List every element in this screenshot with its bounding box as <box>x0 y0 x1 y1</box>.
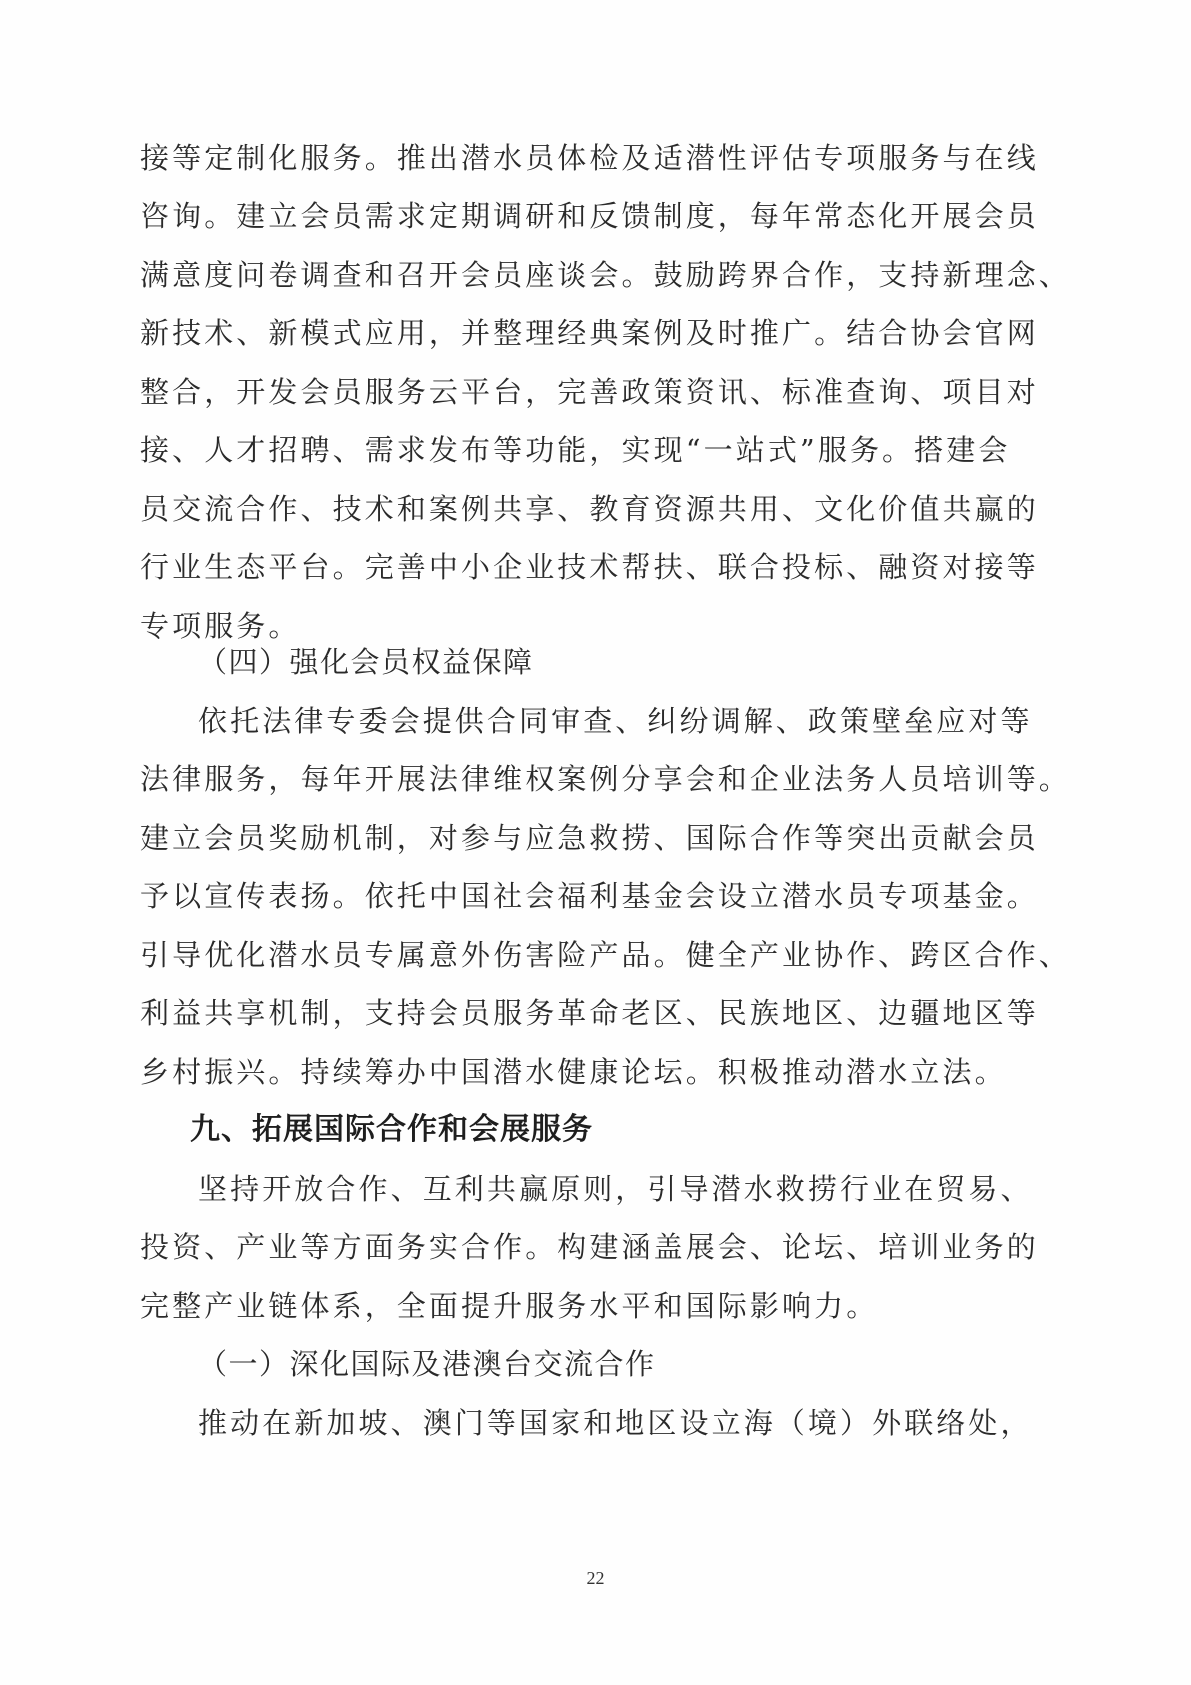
section-subheading: （一）深化国际及港澳台交流合作 <box>198 1347 656 1381</box>
section-subheading: （四）强化会员权益保障 <box>198 645 534 679</box>
paragraph-line: 接、人才招聘、需求发布等功能，实现“一站式”服务。搭建会 <box>140 433 1011 467</box>
paragraph-line: 乡村振兴。持续筹办中国潜水健康论坛。积极推动潜水立法。 <box>140 1055 1007 1089</box>
paragraph-line: 坚持开放合作、互利共赢原则，引导潜水救捞行业在贸易、 <box>198 1172 1033 1206</box>
paragraph-line: 引导优化潜水员专属意外伤害险产品。健全产业协作、跨区合作、 <box>140 938 1071 972</box>
paragraph-line: 新技术、新模式应用，并整理经典案例及时推广。结合协会官网 <box>140 316 1039 350</box>
paragraph-line: 完整产业链体系，全面提升服务水平和国际影响力。 <box>140 1289 879 1323</box>
paragraph-line: 推动在新加坡、澳门等国家和地区设立海（境）外联络处， <box>198 1406 1033 1440</box>
paragraph-line: 咨询。建立会员需求定期调研和反馈制度，每年常态化开展会员 <box>140 199 1039 233</box>
paragraph-line: 依托法律专委会提供合同审查、纠纷调解、政策壁垒应对等 <box>198 704 1033 738</box>
paragraph-line: 整合，开发会员服务云平台，完善政策资讯、标准查询、项目对 <box>140 375 1039 409</box>
section-heading: 九、拓展国际合作和会展服务 <box>190 1112 593 1147</box>
paragraph-line: 行业生态平台。完善中小企业技术帮扶、联合投标、融资对接等 <box>140 550 1039 584</box>
paragraph-line: 接等定制化服务。推出潜水员体检及适潜性评估专项服务与在线 <box>140 141 1039 175</box>
paragraph-line: 利益共享机制，支持会员服务革命老区、民族地区、边疆地区等 <box>140 996 1039 1030</box>
paragraph-line: 建立会员奖励机制，对参与应急救捞、国际合作等突出贡献会员 <box>140 821 1039 855</box>
paragraph-line: 满意度问卷调查和召开会员座谈会。鼓励跨界合作，支持新理念、 <box>140 258 1071 292</box>
paragraph-line: 投资、产业等方面务实合作。构建涵盖展会、论坛、培训业务的 <box>140 1230 1039 1264</box>
page-number: 22 <box>586 1568 605 1588</box>
paragraph-line: 法律服务，每年开展法律维权案例分享会和企业法务人员培训等。 <box>140 762 1071 796</box>
paragraph-line: 员交流合作、技术和案例共享、教育资源共用、文化价值共赢的 <box>140 492 1039 526</box>
paragraph-line: 专项服务。 <box>140 609 301 643</box>
paragraph-line: 予以宣传表扬。依托中国社会福利基金会设立潜水员专项基金。 <box>140 879 1039 913</box>
